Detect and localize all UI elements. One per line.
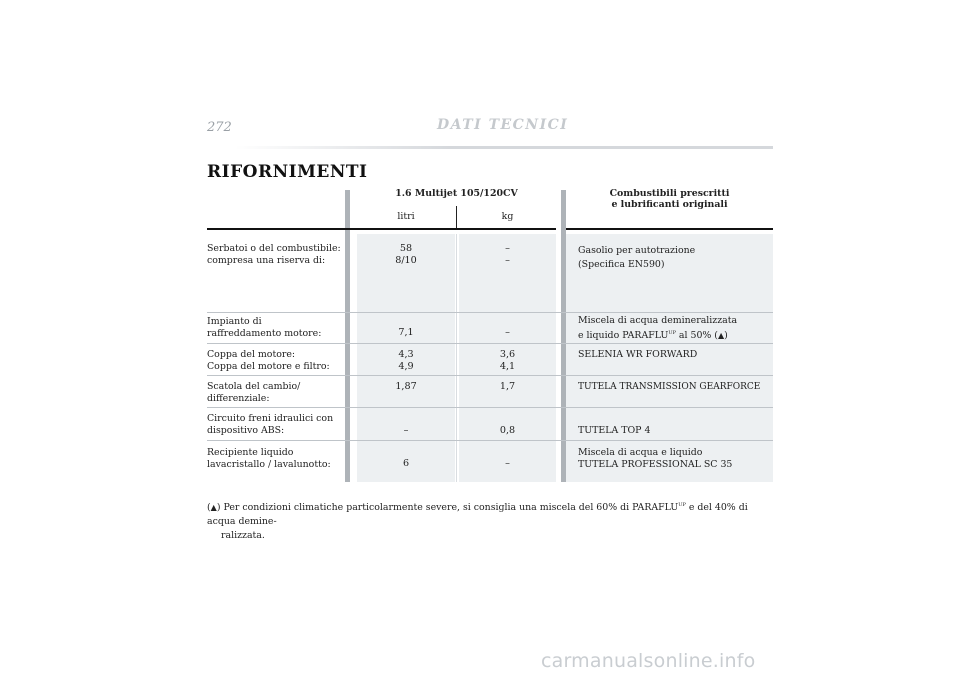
footnote: (▲) Per condizioni climatiche particolarmente severe, si consiglia una miscela del 60% di $PARAFLU^{UP}$ e del 40% di acqua demine- ralizzata. <box>207 502 748 541</box>
page-title: RIFORNIMENTI <box>207 162 368 182</box>
kg-value: 1,7 <box>499 381 516 392</box>
header-rule-left <box>207 228 556 230</box>
fuel-spec: Miscela di acqua e liquido TUTELA PROFESSIONAL SC 35 <box>578 447 733 470</box>
row-label: Impianto di raffreddamento motore: <box>207 316 322 339</box>
fuel-spec: Gasolio per autotrazione (Specifica EN590) <box>578 245 696 270</box>
liters-value: 58 8/10 <box>395 243 417 266</box>
warning-triangle-icon: ▲ <box>210 503 217 512</box>
fuels-header-line1: Combustibili prescritti <box>609 188 730 199</box>
page-number: 272 <box>207 120 232 135</box>
kg-value: – <box>505 327 510 338</box>
engine-header: 1.6 Multijet 105/120CV <box>395 188 518 199</box>
kg-value: 3,6 4,1 <box>499 349 516 372</box>
watermark: carmanualsonline.info <box>541 650 756 672</box>
liters-value: 6 <box>402 458 410 469</box>
fuel-spec: TUTELA TRANSMISSION GEARFORCE <box>578 382 761 392</box>
liters-value: 1,87 <box>395 381 417 392</box>
row-divider <box>207 343 773 344</box>
left-column-bar <box>345 190 350 482</box>
row-divider <box>207 312 773 313</box>
section-heading: DATI TECNICI <box>437 117 569 133</box>
row-label: Circuito freni idraulici con dispositivo ABS: <box>207 413 334 436</box>
fuel-spec: SELENIA WR FORWARD <box>578 349 698 360</box>
row-divider <box>207 375 773 376</box>
row-divider <box>207 440 773 441</box>
liters-value: 4,3 4,9 <box>398 349 414 372</box>
row-divider <box>207 407 773 408</box>
kg-value: 0,8 <box>499 425 516 436</box>
liters-value: – <box>403 425 409 436</box>
liters-kg-separator <box>456 234 457 482</box>
units-separator <box>456 206 457 228</box>
warning-triangle-icon: ▲ <box>717 331 725 340</box>
row-label: Coppa del motore: Coppa del motore e filtro: <box>207 349 330 372</box>
row-label: Serbatoi o del combustibile: compresa una riserva di: <box>207 243 341 266</box>
kg-value: – – <box>505 243 510 266</box>
liters-value: 7,1 <box>398 327 414 338</box>
fuel-spec: Miscela di acqua demineralizzata e liquido $PARAFLU^{UP}$ al 50% (▲) <box>578 315 738 341</box>
kg-value: – <box>505 458 510 469</box>
kg-header: kg <box>501 211 514 222</box>
fuels-header-line2: e lubrificanti originali <box>611 199 728 210</box>
fuel-spec: TUTELA TOP 4 <box>578 425 651 436</box>
row-label: Recipiente liquido lavacristallo / lavalunotto: <box>207 447 331 470</box>
header-rule <box>235 146 773 149</box>
row-label: Scatola del cambio/ differenziale: <box>207 381 301 404</box>
liters-header: litri <box>397 211 415 222</box>
header-rule-right <box>566 228 773 230</box>
